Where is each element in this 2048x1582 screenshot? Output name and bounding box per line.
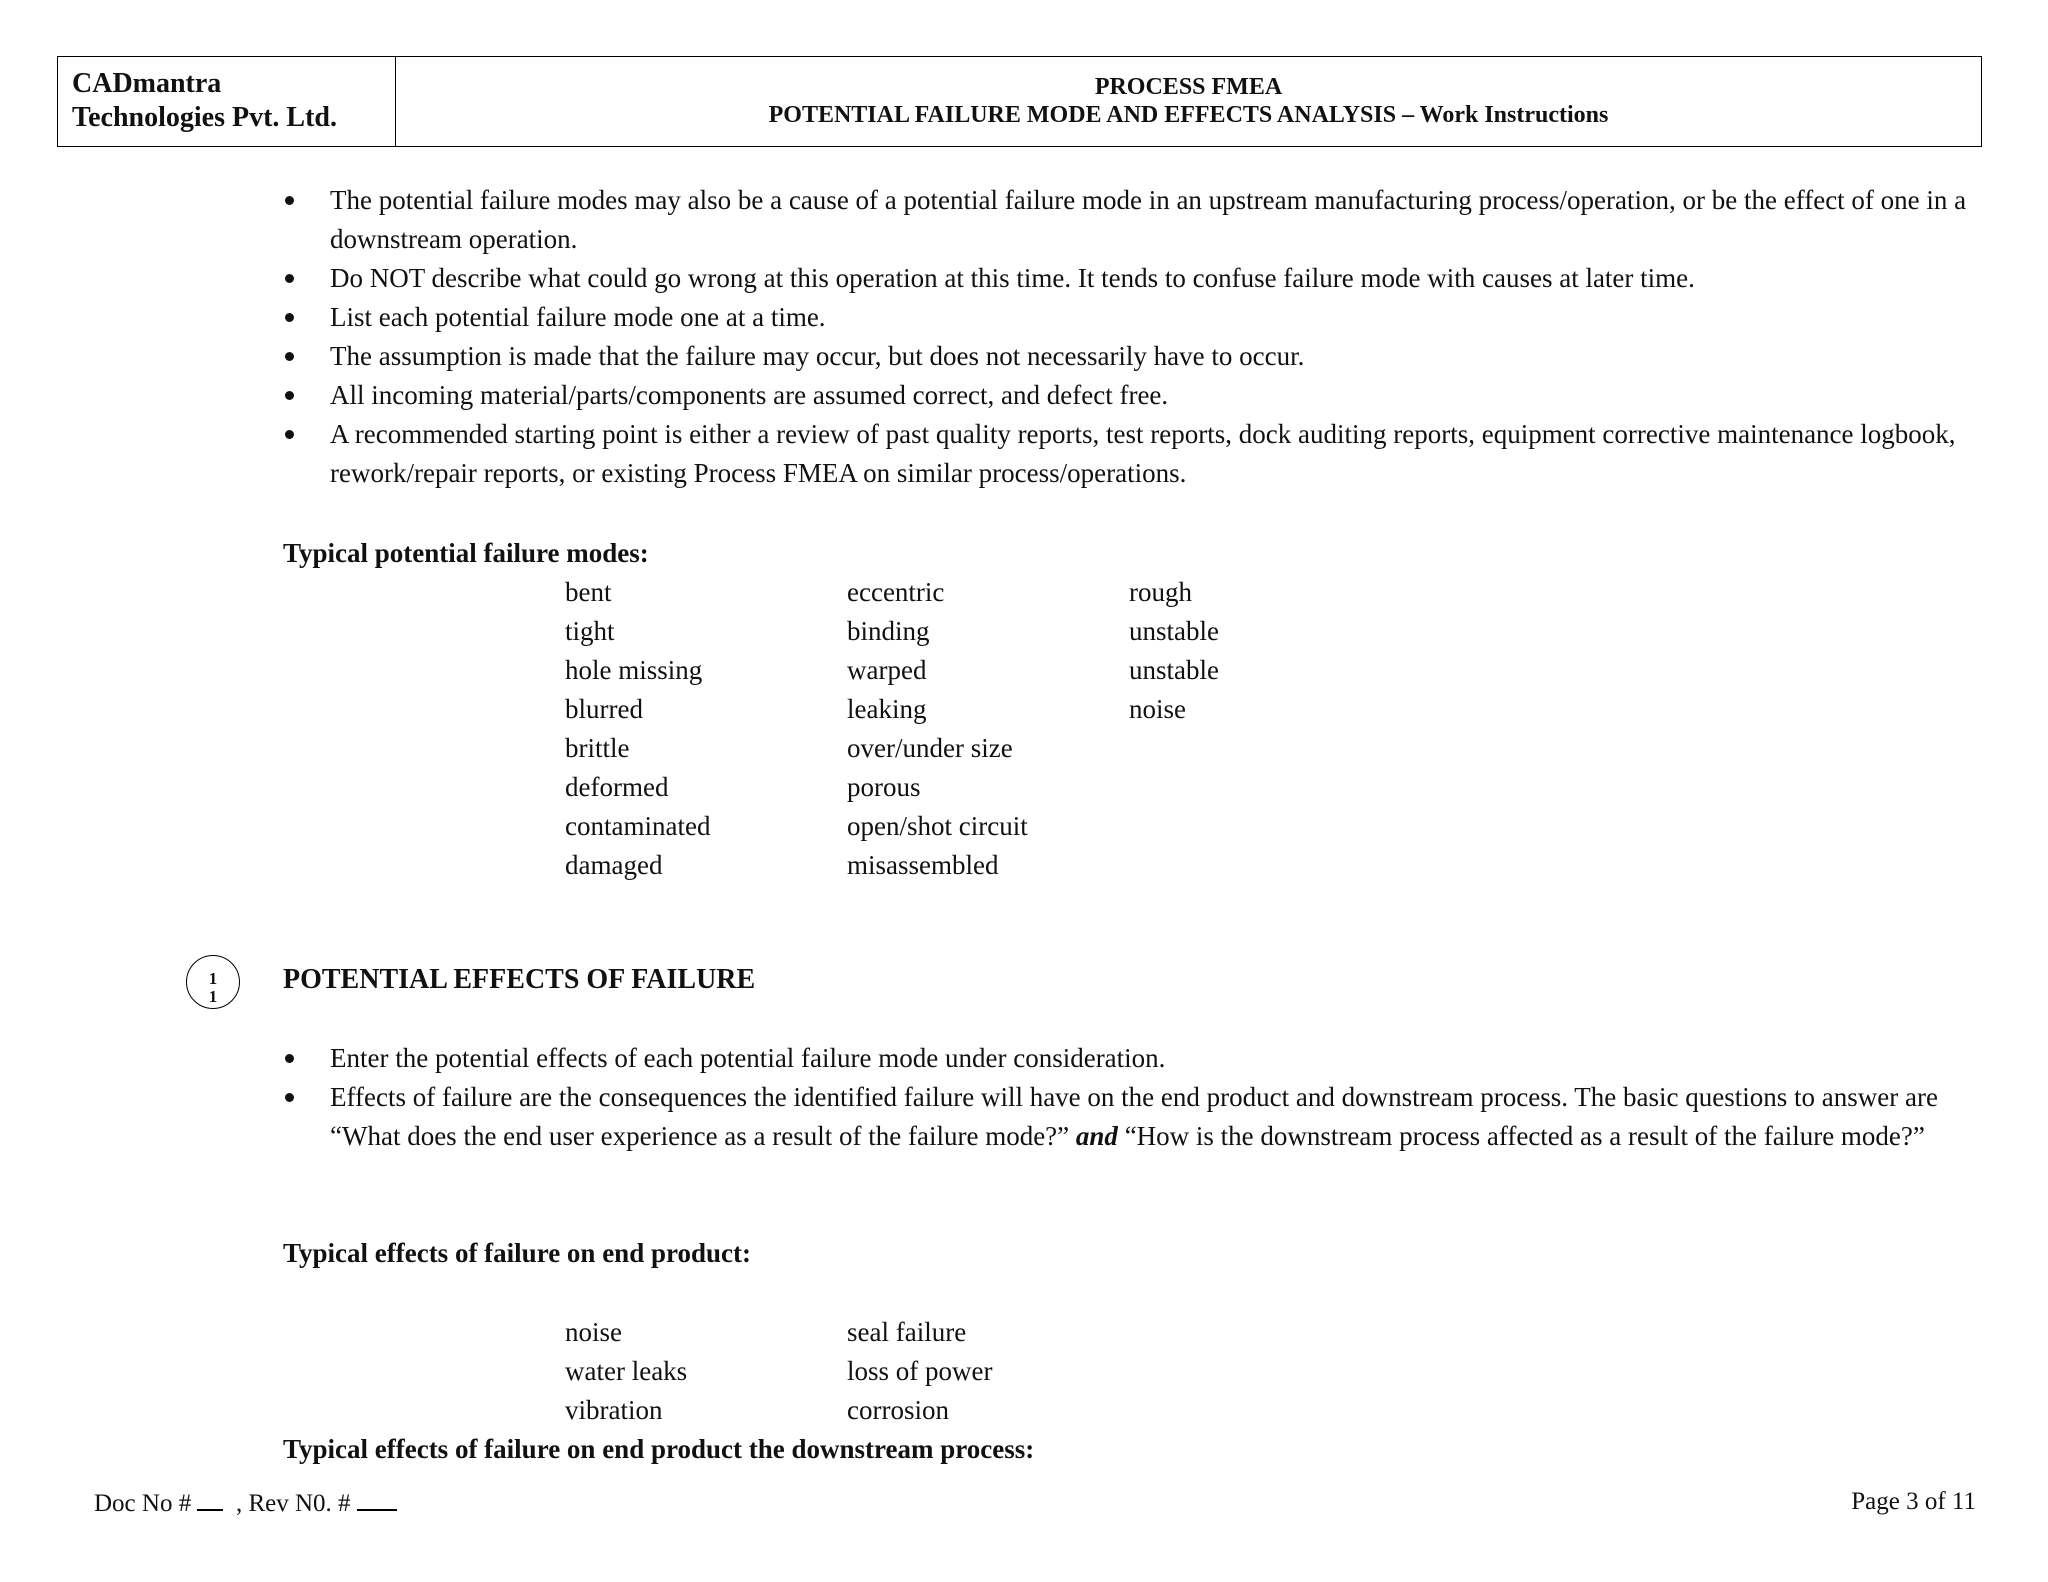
document-title-line2: POTENTIAL FAILURE MODE AND EFFECTS ANALYSIS – Work Instructions: [768, 102, 1609, 128]
list-item: corrosion: [847, 1395, 949, 1425]
doc-no-label: Doc No #: [94, 1490, 192, 1517]
list-item: blurred: [565, 694, 643, 724]
rev-label: , Rev N0. #: [235, 1490, 351, 1517]
list-item: loss of power: [847, 1356, 993, 1386]
list-item: seal failure: [847, 1317, 967, 1347]
list-item: bent: [565, 577, 612, 607]
list-item: noise: [1129, 694, 1186, 724]
bullet-item: List each potential failure mode one at a time.: [283, 298, 1973, 337]
list-item: rough: [1129, 577, 1192, 607]
bullet-item: A recommended starting point is either a review of past quality reports, test reports, dock auditing reports, equipment corrective maintenance logbook, rework/repair reports, or existing Process FMEA on similar process/operations.: [283, 415, 1973, 493]
doc-no-blank: [197, 1487, 223, 1511]
list-item: porous: [847, 772, 921, 802]
section-number-text: 1 1: [208, 969, 218, 1006]
failure-modes-column-1: [565, 573, 710, 885]
bullet-item: The potential failure modes may also be a cause of a potential failure mode in an upstream manufacturing process/operation, or be the effect of one in a downstream operation.: [283, 181, 1973, 259]
end-product-effects-heading: Typical effects of failure on end product:: [283, 1238, 751, 1268]
failure-modes-column-2: [847, 573, 1028, 885]
section-number-marker: [186, 955, 240, 1009]
bullet-item: [283, 1078, 1973, 1156]
company-name-line1: CADmantra: [72, 68, 222, 99]
list-item: misassembled: [847, 850, 999, 880]
list-item: over/under size: [847, 733, 1013, 763]
document-header: [57, 56, 1982, 147]
list-item: open/shot circuit: [847, 811, 1028, 841]
downstream-effects-heading: Typical effects of failure on end product the downstream process:: [283, 1434, 1035, 1464]
list-item: deformed: [565, 772, 669, 802]
company-name: [58, 57, 396, 146]
list-item: binding: [847, 616, 930, 646]
company-name-line2: Technologies Pvt. Ltd.: [72, 102, 337, 133]
end-product-effects-column-2: [847, 1313, 992, 1430]
effects-bullets: [283, 1039, 1973, 1156]
list-item: tight: [565, 616, 615, 646]
bullet-item: The assumption is made that the failure may occur, but does not necessarily have to occur.: [283, 337, 1973, 376]
failure-modes-column-3: [1129, 573, 1219, 729]
list-item: unstable: [1129, 655, 1219, 685]
list-item: water leaks: [565, 1356, 688, 1386]
rev-no-blank: [357, 1487, 397, 1511]
bullet-item: Enter the potential effects of each potential failure mode under consideration.: [283, 1039, 1973, 1078]
footer-doc-info: [94, 1487, 397, 1519]
end-product-effects-column-1: [565, 1313, 687, 1430]
failure-mode-bullets: [283, 181, 1973, 493]
bullet-text: “How is the downstream process affected as a result of the failure mode?”: [1117, 1121, 1925, 1151]
bullet-item: Do NOT describe what could go wrong at this operation at this time. It tends to confuse failure mode with causes at later time.: [283, 259, 1973, 298]
page-number: Page 3 of 11: [1851, 1488, 1976, 1515]
document-title: [396, 57, 1981, 146]
list-item: noise: [565, 1317, 622, 1347]
document-title-line1: PROCESS FMEA: [1094, 74, 1283, 100]
list-item: damaged: [565, 850, 663, 880]
list-item: eccentric: [847, 577, 945, 607]
list-item: vibration: [565, 1395, 663, 1425]
list-item: contaminated: [565, 811, 711, 841]
bullet-item: All incoming material/parts/components are assumed correct, and defect free.: [283, 376, 1973, 415]
bullet-text: Effects of failure are the consequences the identified failure will have on the end product and downstream process. The basic questions to answer are “What does the end user experience as a result of the failure mode?”: [330, 1082, 1938, 1151]
list-item: brittle: [565, 733, 630, 763]
typical-failure-modes-heading: Typical potential failure modes:: [283, 538, 649, 568]
list-item: warped: [847, 655, 927, 685]
potential-effects-heading: POTENTIAL EFFECTS OF FAILURE: [283, 964, 756, 995]
list-item: leaking: [847, 694, 927, 724]
list-item: hole missing: [565, 655, 703, 685]
emphasis-and: and: [1075, 1121, 1118, 1151]
list-item: unstable: [1129, 616, 1219, 646]
